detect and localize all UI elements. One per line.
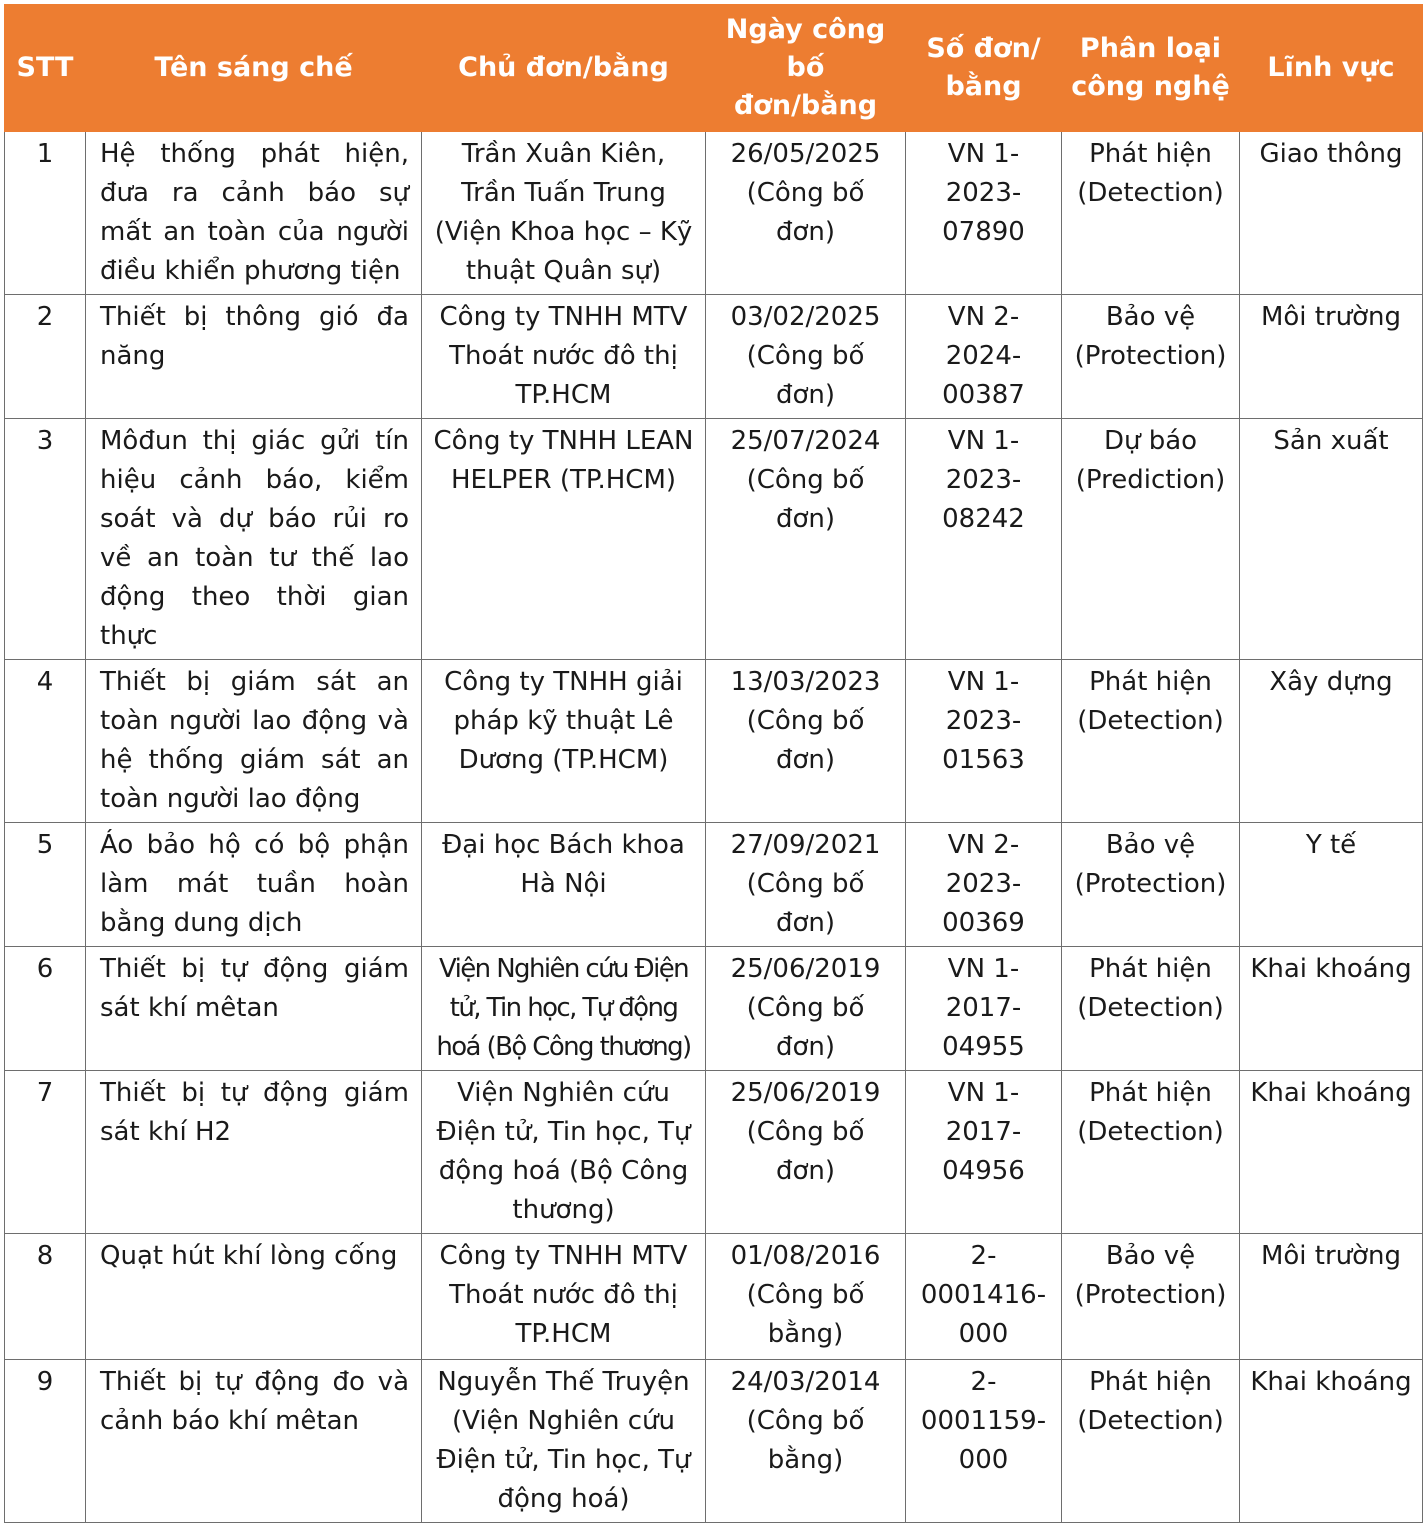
cell-number: VN 1-2023-01563 [906,660,1062,823]
cell-owner: Trần Xuân Kiên, Trần Tuấn Trung (Viện Khoa học – Kỹ thuật Quân sự) [422,132,706,295]
header-owner: Chủ đơn/bằng [422,5,706,132]
cell-date: 25/07/2024 (Công bố đơn) [706,419,906,660]
cell-name: Hệ thống phát hiện, đưa ra cảnh báo sự mất an toàn của người điều khiển phương tiện [86,132,422,295]
cell-date: 25/06/2019 (Công bố đơn) [706,947,906,1071]
cell-classification: Bảo vệ (Protection) [1062,1234,1240,1360]
cell-classification: Phát hiện (Detection) [1062,947,1240,1071]
cell-date: 03/02/2025 (Công bố đơn) [706,295,906,419]
cell-number: VN 1-2017-04956 [906,1071,1062,1234]
cell-field: Khai khoáng [1240,947,1423,1071]
cell-name: Áo bảo hộ có bộ phận làm mát tuần hoàn bằng dung dịch [86,823,422,947]
cell-classification: Bảo vệ (Protection) [1062,823,1240,947]
cell-stt: 4 [5,660,86,823]
table-row [5,419,1423,660]
header-name: Tên sáng chế [86,5,422,132]
cell-field: Y tế [1240,823,1423,947]
cell-number: 2-0001159-000 [906,1360,1062,1523]
cell-date: 25/06/2019 (Công bố đơn) [706,1071,906,1234]
header-field: Lĩnh vực [1240,5,1423,132]
cell-date: 13/03/2023 (Công bố đơn) [706,660,906,823]
cell-number: VN 2-2023-00369 [906,823,1062,947]
cell-date: 24/03/2014 (Công bố bằng) [706,1360,906,1523]
patent-table [4,4,1423,1523]
cell-owner: Công ty TNHH giải pháp kỹ thuật Lê Dương (TP.HCM) [422,660,706,823]
cell-owner: Nguyễn Thế Truyện (Viện Nghiên cứu Điện tử, Tin học, Tự động hoá) [422,1360,706,1523]
cell-number: VN 1-2023-08242 [906,419,1062,660]
cell-name: Thiết bị thông gió đa năng [86,295,422,419]
header-stt: STT [5,5,86,132]
cell-stt: 5 [5,823,86,947]
cell-stt: 6 [5,947,86,1071]
cell-stt: 9 [5,1360,86,1523]
cell-classification: Dự báo (Prediction) [1062,419,1240,660]
table-row [5,1360,1423,1523]
cell-stt: 3 [5,419,86,660]
cell-name: Quạt hút khí lòng cống [86,1234,422,1360]
cell-name: Môđun thị giác gửi tín hiệu cảnh báo, kiểm soát và dự báo rủi ro về an toàn tư thế lao động theo thời gian thực [86,419,422,660]
cell-number: VN 1-2017-04955 [906,947,1062,1071]
cell-number: 2-0001416-000 [906,1234,1062,1360]
cell-name: Thiết bị tự động đo và cảnh báo khí mêtan [86,1360,422,1523]
cell-number: VN 1-2023-07890 [906,132,1062,295]
cell-field: Xây dựng [1240,660,1423,823]
table-row [5,1071,1423,1234]
table-row [5,295,1423,419]
cell-classification: Phát hiện (Detection) [1062,1071,1240,1234]
cell-stt: 7 [5,1071,86,1234]
cell-stt: 2 [5,295,86,419]
header-date: Ngày công bố đơn/bằng [706,5,906,132]
cell-owner: Công ty TNHH MTV Thoát nước đô thị TP.HCM [422,295,706,419]
cell-owner: Viện Nghiên cứu Điện tử, Tin học, Tự động hoá (Bộ Công thương) [422,947,706,1071]
header-number: Số đơn/ bằng [906,5,1062,132]
header-classification: Phân loại công nghệ [1062,5,1240,132]
cell-field: Khai khoáng [1240,1360,1423,1523]
table-row [5,823,1423,947]
cell-name: Thiết bị giám sát an toàn người lao động và hệ thống giám sát an toàn người lao động [86,660,422,823]
cell-name: Thiết bị tự động giám sát khí H2 [86,1071,422,1234]
cell-number: VN 2-2024-00387 [906,295,1062,419]
cell-owner: Viện Nghiên cứu Điện tử, Tin học, Tự động hoá (Bộ Công thương) [422,1071,706,1234]
cell-field: Giao thông [1240,132,1423,295]
cell-owner: Công ty TNHH MTV Thoát nước đô thị TP.HCM [422,1234,706,1360]
cell-date: 27/09/2021 (Công bố đơn) [706,823,906,947]
cell-classification: Phát hiện (Detection) [1062,132,1240,295]
cell-owner: Đại học Bách khoa Hà Nội [422,823,706,947]
cell-date: 26/05/2025 (Công bố đơn) [706,132,906,295]
cell-name: Thiết bị tự động giám sát khí mêtan [86,947,422,1071]
cell-stt: 8 [5,1234,86,1360]
table-row [5,947,1423,1071]
cell-field: Khai khoáng [1240,1071,1423,1234]
cell-stt: 1 [5,132,86,295]
table-row [5,132,1423,295]
table-row [5,1234,1423,1360]
cell-date: 01/08/2016 (Công bố bằng) [706,1234,906,1360]
cell-classification: Bảo vệ (Protection) [1062,295,1240,419]
cell-owner: Công ty TNHH LEAN HELPER (TP.HCM) [422,419,706,660]
table-row [5,660,1423,823]
cell-field: Môi trường [1240,1234,1423,1360]
header-row [5,5,1423,132]
cell-classification: Phát hiện (Detection) [1062,1360,1240,1523]
cell-field: Sản xuất [1240,419,1423,660]
cell-field: Môi trường [1240,295,1423,419]
cell-classification: Phát hiện (Detection) [1062,660,1240,823]
